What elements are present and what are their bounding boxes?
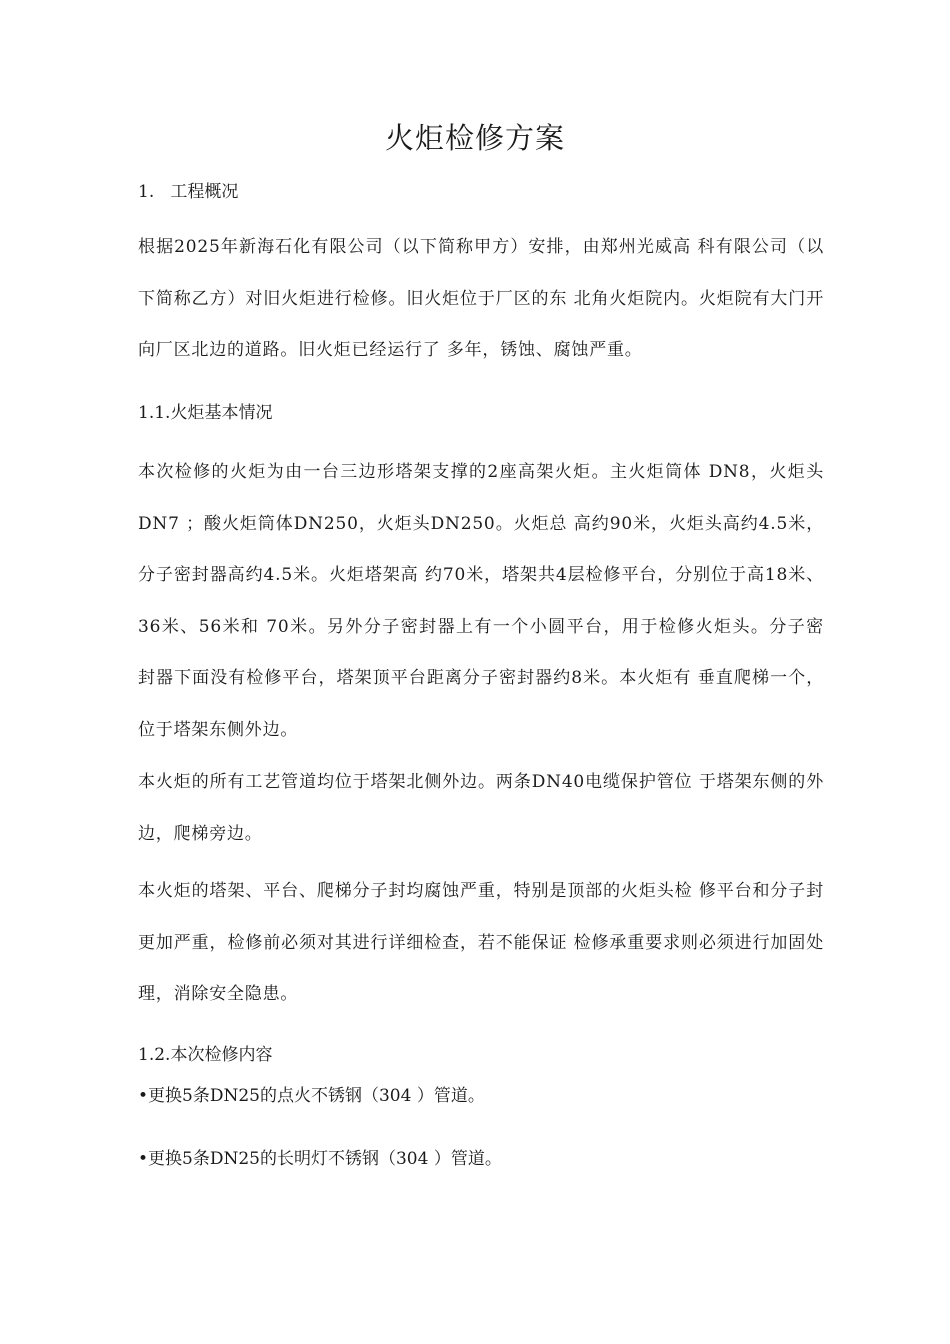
- section-heading-overview: 1. 工程概况: [138, 182, 239, 202]
- paragraph-basic-info-2: 本火炬的所有工艺管道均位于塔架北侧外边。两条DN40电缆保护管位 于塔架东侧的外边，爬梯旁边。: [138, 772, 824, 844]
- list-item: •更换5条DN25的长明灯不锈钢（304 ）管道。: [138, 1149, 502, 1169]
- section-heading-scope: 1.2.本次检修内容: [138, 1045, 273, 1065]
- section-heading-basic-info: 1.1.火炬基本情况: [138, 403, 273, 423]
- paragraph-overview: 根据2025年新海石化有限公司（以下简称甲方）安排，由郑州光威高 科有限公司（以下简称乙方）对旧火炬进行检修。旧火炬位于厂区的东 北角火炬院内。火炬院有大门开向厂区北边的道路。旧火炬已经运行了 多年，锈蚀、腐蚀严重。: [138, 237, 824, 360]
- document-title: 火炬检修方案: [384, 121, 565, 155]
- paragraph-basic-info-1: 本次检修的火炬为由一台三边形塔架支撑的2座高架火炬。主火炬筒体 DN8，火炬头DN7 ；酸火炬筒体DN250，火炬头DN250。火炬总 高约90米，火炬头高约4.5米，分子密封器高约4.5米。火炬塔架高 约70米，塔架共4层检修平台，分别位于高18米、36米、56米和 70米。另外分子密封器上有一个小圆平台，用于检修火炬头。分子密 封器下面没有检修平台，塔架顶平台距离分子密封器约8米。本火炬有 垂直爬梯一个，位于塔架东侧外边。: [138, 462, 824, 740]
- paragraph-basic-info-3: 本火炬的塔架、平台、爬梯分子封均腐蚀严重，特别是顶部的火炬头检 修平台和分子封更加严重，检修前必须对其进行详细检查，若不能保证 检修承重要求则必须进行加固处理，消除安全隐患。: [138, 881, 824, 1004]
- list-item: •更换5条DN25的点火不锈钢（304 ）管道。: [138, 1086, 485, 1106]
